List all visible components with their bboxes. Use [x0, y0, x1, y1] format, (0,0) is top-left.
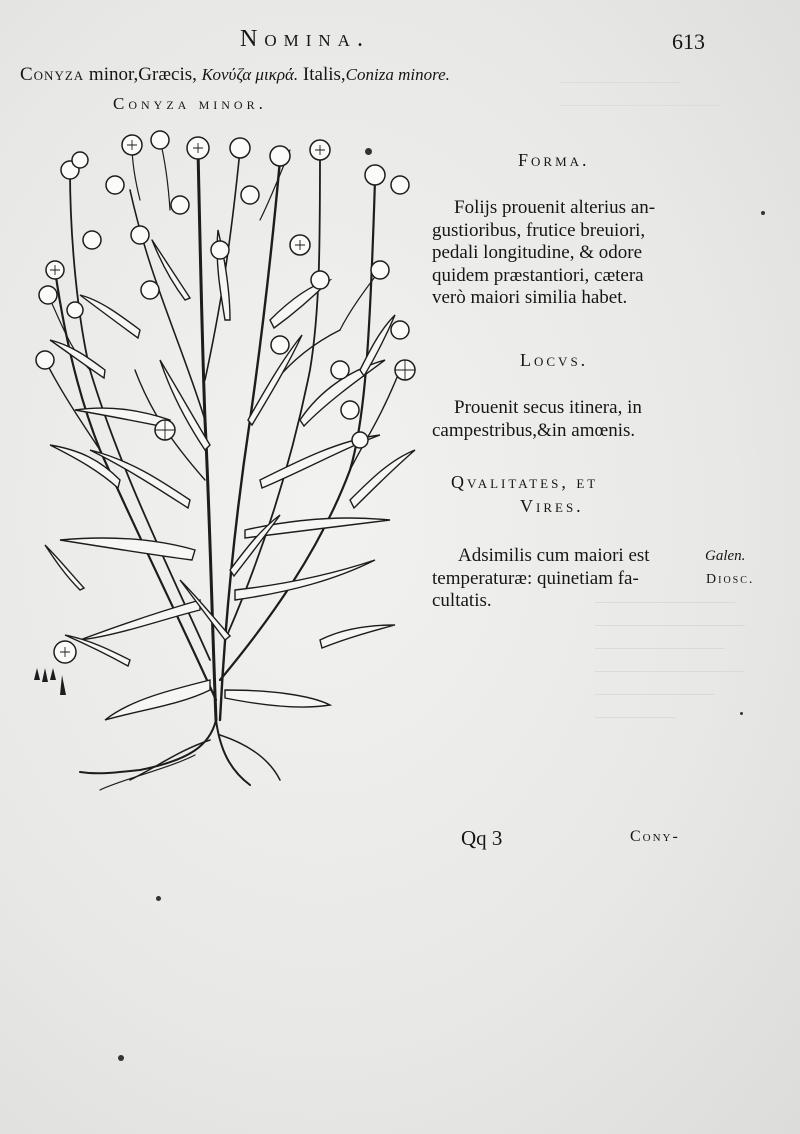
locus-line: Prouenit secus itinera, in	[454, 397, 642, 418]
qualitates-line: Adsimilis cum maiori est	[458, 545, 650, 566]
forma-line: quidem præstantiori, cætera	[432, 264, 644, 286]
forma-line: Folijs prouenit alterius an-	[454, 197, 656, 218]
paper-speck	[365, 148, 372, 155]
qualitates-paragraph	[432, 545, 650, 613]
signature-mark: Qq 3	[461, 826, 503, 850]
locus-paragraph	[432, 397, 642, 442]
show-through-text	[560, 60, 780, 180]
italian-name: Coniza minore.	[345, 65, 450, 84]
minor-word: minor,	[88, 64, 139, 85]
qualitates-line: cultatis.	[432, 590, 492, 611]
catchword: Cony-	[630, 828, 680, 845]
conyza-woodcut-illustration	[20, 120, 420, 800]
genus-name: Conyza	[20, 64, 85, 85]
forma-line: gustioribus, frutice breuiori,	[432, 219, 646, 241]
paper-speck	[156, 896, 161, 901]
section-heading-vires: Vires.	[520, 496, 584, 516]
paper-speck	[761, 211, 765, 215]
section-heading-locus: Locvs.	[520, 350, 589, 370]
locus-line: campestribus,&in amœnis.	[432, 419, 636, 441]
paper-speck	[740, 712, 743, 715]
running-head-title: Nomina.	[240, 26, 370, 52]
forma-line: pedali longitudine, & odore	[432, 242, 643, 263]
section-heading-forma: Forma.	[518, 150, 590, 170]
paper-speck	[118, 1055, 124, 1061]
page-number: 613	[672, 29, 705, 54]
forma-paragraph	[432, 197, 655, 310]
greek-name: Κονύζα μικρά.	[201, 65, 299, 84]
graecis-label: Græcis,	[138, 64, 197, 85]
qualitates-line: temperaturæ: quinetiam fa-	[432, 567, 639, 589]
italis-label: Italis,	[302, 64, 346, 85]
names-line	[20, 64, 450, 86]
section-heading-qualitates: Qvalitates, et	[451, 472, 599, 492]
forma-line: verò maiori similia habet.	[432, 287, 628, 308]
margin-note-galen: Galen.	[705, 548, 746, 564]
plant-caption: Conyza minor.	[113, 94, 267, 113]
margin-note-diosc: Diosc.	[706, 572, 755, 587]
